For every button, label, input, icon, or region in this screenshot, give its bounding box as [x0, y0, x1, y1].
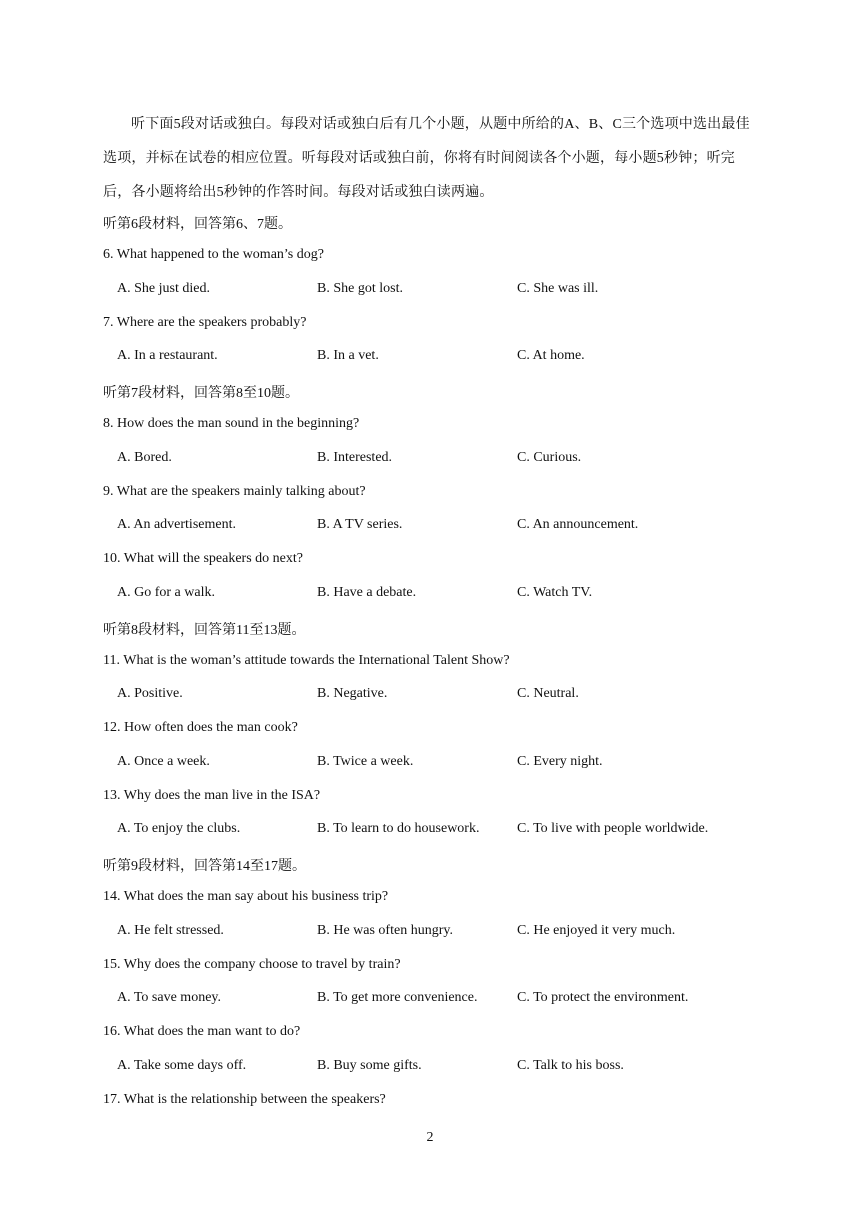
question-15: 15. Why does the company choose to travel by train? — [103, 957, 401, 972]
question-12-option-c: C. Every night. — [517, 754, 603, 769]
question-6: 6. What happened to the woman’s dog? — [103, 247, 324, 262]
question-8: 8. How does the man sound in the beginning? — [103, 416, 360, 431]
instructions-text: 听下面5段对话或独白。每段对话或独白后有几个小题，从题中所给的A、B、C三个选项中选出最佳选项，并标在试卷的相应位置。听每段对话或独白前，你将有时间阅读各个小题，每小题5秒钟；听完后，各小题将给出5秒钟的作答时间。每段对话或独白读两遍。 — [103, 117, 750, 200]
question-13: 13. Why does the man live in the ISA? — [103, 788, 321, 803]
question-8-option-a: A. Bored. — [117, 450, 172, 465]
question-6-option-b: B. She got lost. — [317, 281, 403, 296]
question-7-option-a: A. In a restaurant. — [117, 348, 218, 363]
question-11-option-b: B. Negative. — [317, 686, 388, 701]
question-12-option-b: B. Twice a week. — [317, 754, 414, 769]
section-heading-6: 听第6段材料，回答第6、7题。 — [103, 217, 292, 232]
question-16-option-a: A. Take some days off. — [117, 1058, 247, 1073]
question-15-option-c: C. To protect the environment. — [517, 990, 689, 1005]
question-9: 9. What are the speakers mainly talking about? — [103, 484, 366, 499]
question-10-option-c: C. Watch TV. — [517, 585, 593, 600]
question-13-option-c: C. To live with people worldwide. — [517, 821, 709, 836]
question-6-option-a: A. She just died. — [117, 281, 210, 296]
question-7-option-c: C. At home. — [517, 348, 585, 363]
question-16: 16. What does the man want to do? — [103, 1024, 301, 1039]
page-number: 2 — [426, 1130, 434, 1145]
question-7-option-b: B. In a vet. — [317, 348, 379, 363]
question-10-option-a: A. Go for a walk. — [117, 585, 215, 600]
question-14-option-a: A. He felt stressed. — [117, 923, 224, 938]
section-heading-9: 听第9段材料，回答第14至17题。 — [103, 859, 306, 874]
question-17: 17. What is the relationship between the speakers? — [103, 1092, 386, 1107]
question-10: 10. What will the speakers do next? — [103, 551, 303, 566]
question-12: 12. How often does the man cook? — [103, 720, 298, 735]
question-8-option-b: B. Interested. — [317, 450, 393, 465]
question-16-option-c: C. Talk to his boss. — [517, 1058, 624, 1073]
question-14-option-c: C. He enjoyed it very much. — [517, 923, 676, 938]
question-10-option-b: B. Have a debate. — [317, 585, 417, 600]
question-13-option-b: B. To learn to do housework. — [317, 821, 480, 836]
question-13-option-a: A. To enjoy the clubs. — [117, 821, 241, 836]
question-11-option-a: A. Positive. — [117, 686, 183, 701]
question-14-option-b: B. He was often hungry. — [317, 923, 453, 938]
question-9-option-b: B. A TV series. — [317, 517, 403, 532]
question-8-option-c: C. Curious. — [517, 450, 582, 465]
question-7: 7. Where are the speakers probably? — [103, 315, 307, 330]
question-15-option-b: B. To get more convenience. — [317, 990, 478, 1005]
question-12-option-a: A. Once a week. — [117, 754, 210, 769]
question-15-option-a: A. To save money. — [117, 990, 222, 1005]
question-9-option-c: C. An announcement. — [517, 517, 639, 532]
question-6-option-c: C. She was ill. — [517, 281, 599, 296]
question-9-option-a: A. An advertisement. — [117, 517, 236, 532]
question-11: 11. What is the woman’s attitude towards the International Talent Show? — [103, 653, 510, 668]
question-11-option-c: C. Neutral. — [517, 686, 579, 701]
question-14: 14. What does the man say about his business trip? — [103, 889, 389, 904]
question-16-option-b: B. Buy some gifts. — [317, 1058, 422, 1073]
section-heading-8: 听第8段材料，回答第11至13题。 — [103, 623, 306, 638]
section-heading-7: 听第7段材料，回答第8至10题。 — [103, 386, 299, 401]
instructions-paragraph — [103, 108, 753, 210]
